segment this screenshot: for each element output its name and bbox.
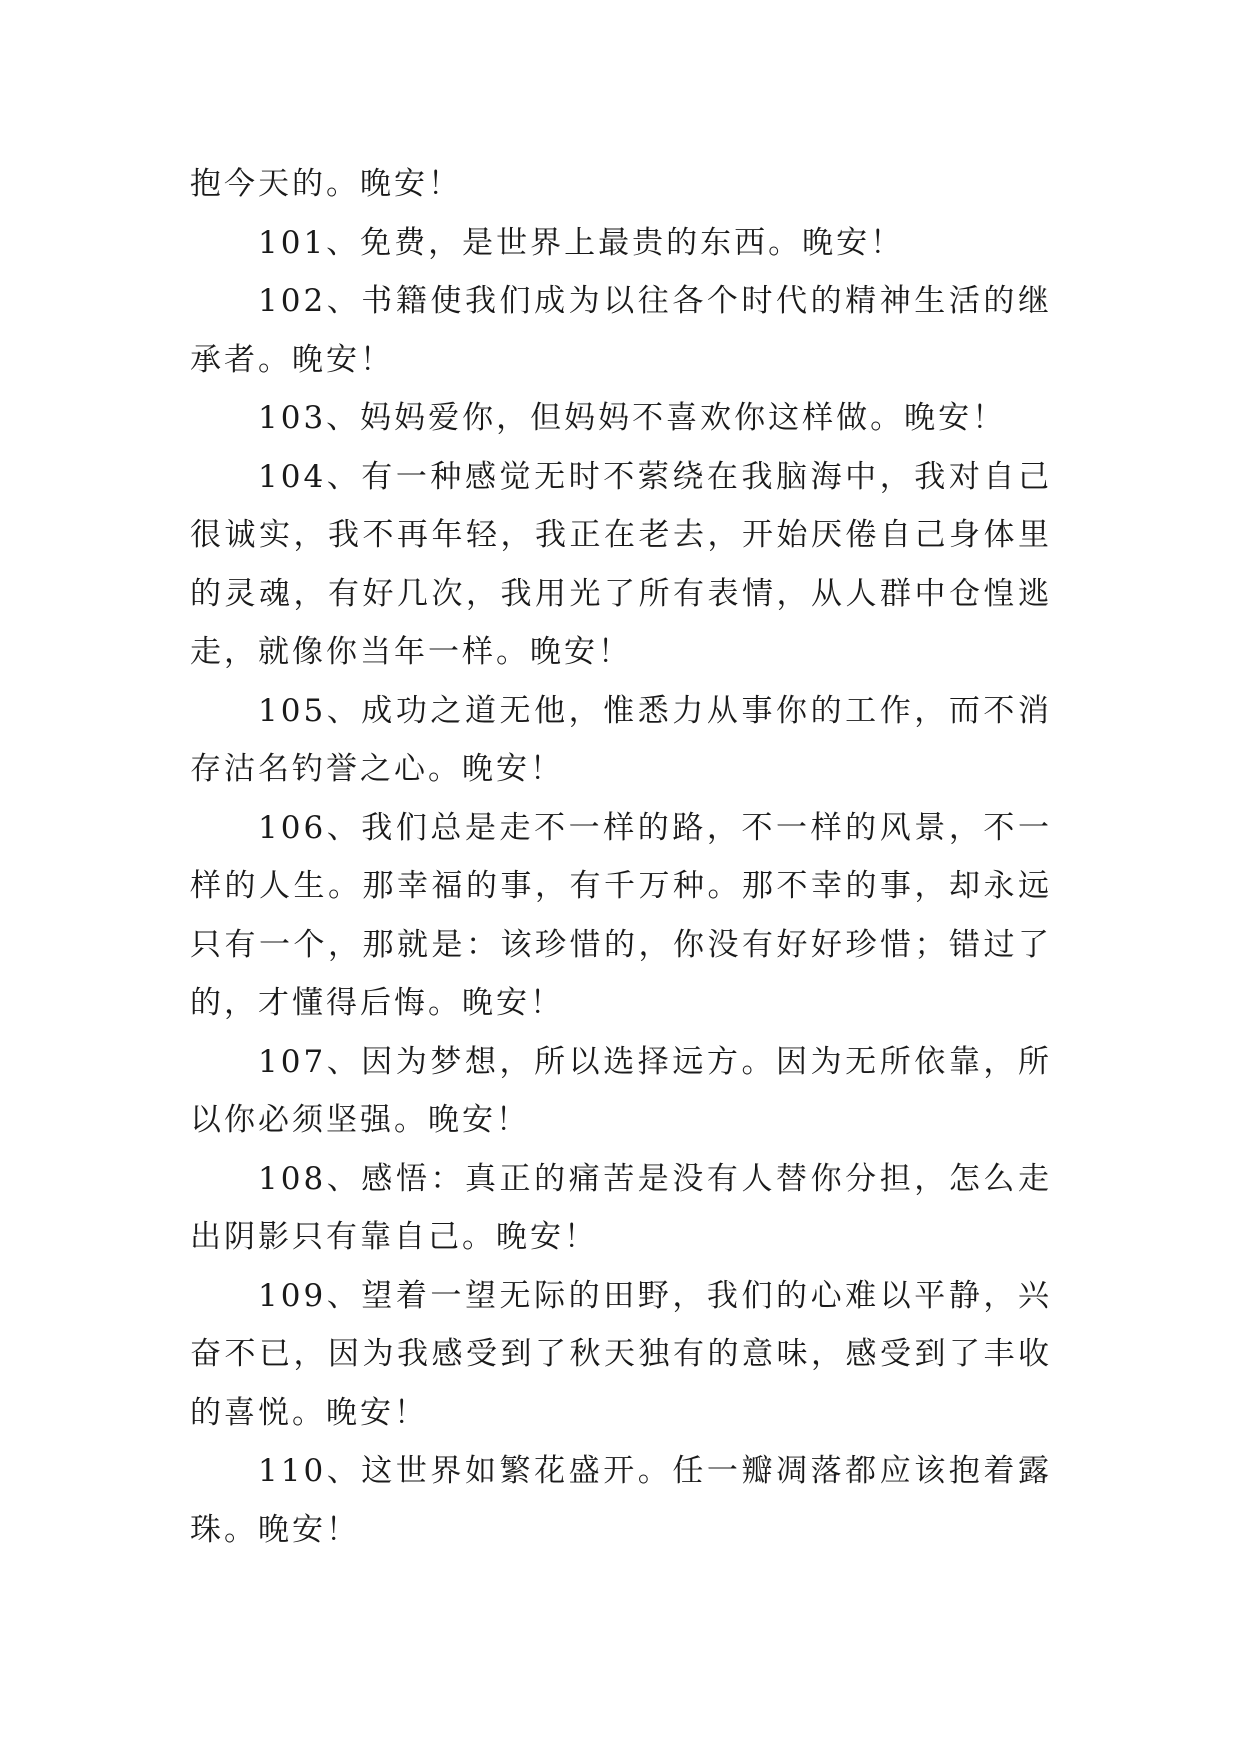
paragraph-109: 109、望着一望无际的田野，我们的心难以平静，兴奋不已，因为我感受到了秋天独有的意味，感受到了丰收的喜悦。晚安！ <box>190 1277 1052 1431</box>
document-body <box>190 155 1052 1559</box>
paragraph-continuation: 抱今天的。晚安！ <box>190 166 462 202</box>
paragraph-107: 107、因为梦想，所以选择远方。因为无所依靠，所以你必须坚强。晚安！ <box>190 1043 1052 1138</box>
paragraph-108: 108、感悟：真正的痛苦是没有人替你分担，怎么走出阴影只有靠自己。晚安！ <box>190 1160 1052 1255</box>
paragraph-110: 110、这世界如繁花盛开。任一瓣凋落都应该抱着露珠。晚安！ <box>190 1453 1052 1548</box>
paragraph-104: 104、有一种感觉无时不萦绕在我脑海中，我对自己很诚实，我不再年轻，我正在老去，开始厌倦自己身体里的灵魂，有好几次，我用光了所有表情，从人群中仓惶逃走，就像你当年一样。晚安！ <box>190 458 1052 670</box>
paragraph-103: 103、妈妈爱你，但妈妈不喜欢你这样做。晚安！ <box>258 400 1007 436</box>
paragraph-106: 106、我们总是走不一样的路，不一样的风景，不一样的人生。那幸福的事，有千万种。那不幸的事，却永远只有一个，那就是：该珍惜的，你没有好好珍惜；错过了的，才懂得后悔。晚安！ <box>190 809 1052 1021</box>
paragraph-105: 105、成功之道无他，惟悉力从事你的工作，而不消存沽名钓誉之心。晚安！ <box>190 692 1052 787</box>
paragraph-102: 102、书籍使我们成为以往各个时代的精神生活的继承者。晚安！ <box>190 283 1052 378</box>
paragraph-101: 101、免费，是世界上最贵的东西。晚安！ <box>258 224 905 261</box>
